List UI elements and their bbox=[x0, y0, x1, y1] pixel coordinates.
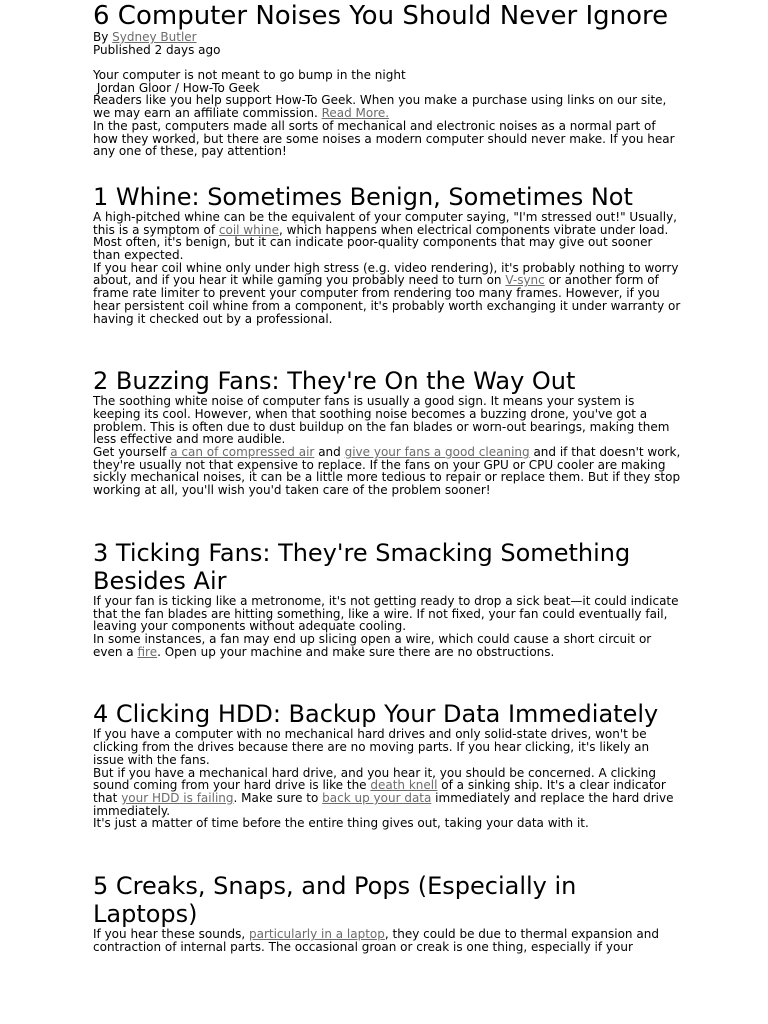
affiliate-disclosure bbox=[93, 94, 683, 119]
section-2-paragraph-2: Get yourself a can of compressed air and give your fans a good cleaning and if that doesn't work, they're usually not that expensive to replace. If the fans on your GPU or CPU cooler are making sickly mechanical noises, it can be a little more tedious to repair or replace them. But if they stop working at all, you'll wish you'd taken care of the problem sooner! bbox=[93, 445, 681, 498]
death-knell-link[interactable]: death knell bbox=[370, 778, 438, 793]
section-1-paragraph-1: A high-pitched whine can be the equivalent of your computer saying, "I'm stressed out!" Usually, this is a symptom of coil whine, which happens when electrical components vibrate under load. Most often, it's benign, but it can indicate poor-quality components that may give out sooner than expected. bbox=[93, 209, 677, 263]
intro-paragraph: In the past, computers made all sorts of mechanical and electronic noises as a normal part of how they worked, but there are some noises a modern computer should never make. If you hear any one of these, pay attention! bbox=[93, 118, 675, 159]
section-5-paragraph-1: If you hear these sounds, particularly in a laptop, they could be due to thermal expansion and contraction of internal parts. The occasional groan or creak is one thing, especially if your bbox=[93, 927, 659, 954]
section-3-paragraph-2: In some instances, a fan may end up slicing open a wire, which could cause a short circuit or even a fire. Open up your machine and make sure there are no obstructions. bbox=[93, 631, 652, 659]
section-4-paragraph-3: It's just a matter of time before the entire thing gives out, taking your data with it. bbox=[93, 816, 589, 831]
section-4-paragraph-2: But if you have a mechanical hard drive, and you hear it, you should be concerned. A clicking sound coming from your hard drive is like the death knell of a sinking ship. It's a clear indicator that your HDD is failing. Make sure to back up your data immediately and replace the hard drive immediately. bbox=[93, 765, 674, 818]
back-up-data-link[interactable]: back up your data bbox=[322, 790, 432, 805]
fire-link[interactable]: fire bbox=[137, 644, 158, 659]
section-4-paragraph-1: If you have a computer with no mechanical hard drives and only solid-state drives, won't be clicking from the drives because there are no moving parts. If you hear clicking, it's likely an issue with the fans. bbox=[93, 727, 650, 767]
section-2-paragraph-1: The soothing white noise of computer fans is usually a good sign. It means your system is keeping its cool. However, when that soothing noise becomes a buzzing drone, you've got a problem. This is often due to dust buildup on the fan blades or worn-out bearings, making them less effective and more audible. bbox=[93, 394, 670, 447]
v-sync-link[interactable]: V-sync bbox=[505, 273, 545, 288]
fan-cleaning-link[interactable]: give your fans a good cleaning bbox=[344, 445, 530, 460]
intro-block bbox=[93, 69, 683, 158]
read-more-link[interactable]: Read More. bbox=[321, 106, 390, 121]
affiliate-text: Readers like you help support How-To Geek. When you make a purchase using links on our site, we may earn an affiliate commission. bbox=[93, 93, 667, 121]
section-1-paragraph-2: If you hear coil whine only under high stress (e.g. video rendering), it's probably nothing to worry about, and if you hear it while gaming you probably need to turn on V-sync or another form of frame rate limiter to prevent your computer from rendering too many frames. However, if you hear persistent coil whine from a component, it's probably worth exchanging it under warranty or having it checked out by a professional. bbox=[93, 260, 681, 326]
section-heading-1: 1 Whine: Sometimes Benign, Sometimes Not bbox=[93, 182, 633, 211]
section-heading-5: 5 Creaks, Snaps, and Pops (Especially in Laptops) bbox=[93, 872, 577, 929]
section-3-paragraph-1: If your fan is ticking like a metronome, it's not getting ready to drop a sick beat—it could indicate that the fan blades are hitting something, like a wire. If not fixed, your fan could eventually fail, leaving your components without adequate cooling. bbox=[93, 593, 679, 634]
image-credit-text: Jordan Gloor / How-To Geek bbox=[96, 80, 260, 95]
laptop-link[interactable]: particularly in a laptop bbox=[248, 927, 385, 942]
section-heading-4: 4 Clicking HDD: Backup Your Data Immediately bbox=[93, 700, 659, 729]
author-link[interactable]: Sydney Butler bbox=[112, 30, 197, 44]
hdd-failing-link[interactable]: your HDD is failing bbox=[121, 790, 234, 805]
compressed-air-link[interactable]: a can of compressed air bbox=[170, 445, 315, 460]
published-date: Published 2 days ago bbox=[93, 43, 221, 57]
article-subtitle: Your computer is not meant to go bump in the night bbox=[93, 68, 406, 82]
section-heading-2: 2 Buzzing Fans: They're On the Way Out bbox=[93, 367, 576, 396]
article-title: 6 Computer Noises You Should Never Ignore bbox=[93, 1, 669, 31]
by-label: By bbox=[93, 30, 109, 44]
coil-whine-link[interactable]: coil whine bbox=[218, 222, 280, 237]
section-heading-3: 3 Ticking Fans: They're Smacking Something Besides Air bbox=[93, 538, 631, 595]
